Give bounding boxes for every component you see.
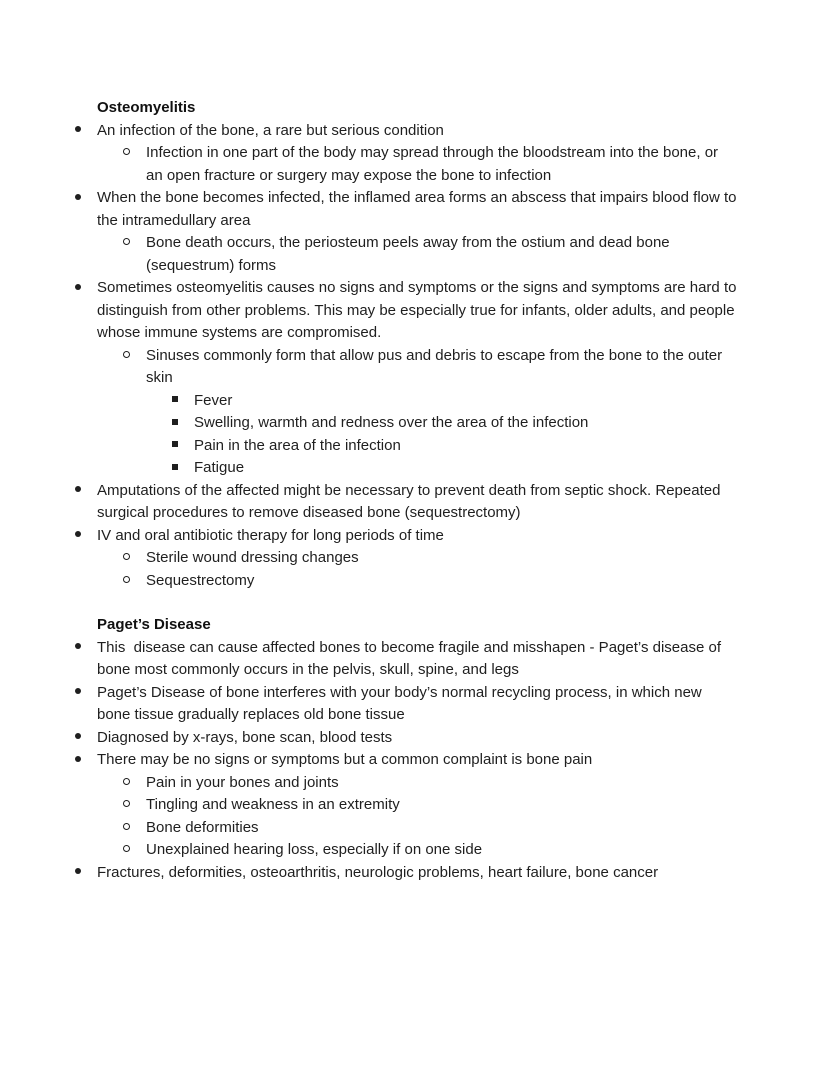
list-item-text: Fractures, deformities, osteoarthritis, neurologic problems, heart failure, bone cancer (97, 863, 659, 881)
sub-sub-item-text: Fatigue (194, 459, 245, 476)
sub-item-text: Bone deformities (146, 818, 259, 836)
disc-bullet-icon (68, 525, 88, 548)
sub-item-text: Pain in your bones and joints (146, 773, 339, 791)
circle-bullet-icon (116, 142, 136, 165)
list-item (48, 727, 737, 750)
list-item-text: Sometimes osteomyelitis causes no signs and symptoms or the signs and symptoms are hard to distinguish from other problems. This may be especially true for infants, older adults, and people whose immune systems are compromised. (97, 279, 737, 341)
list-item (48, 682, 737, 727)
list-item-text: Paget’s Disease of bone interferes with your body’s normal recycling process, in which new bone tissue gradually replaces old bone tissue (97, 683, 702, 723)
sub-list-item (48, 817, 737, 840)
list-item (48, 749, 737, 862)
list-item (48, 637, 737, 682)
circle-bullet-icon (116, 547, 136, 570)
square-bullet-icon (165, 412, 185, 435)
sub-list (48, 547, 737, 592)
sub-list-item (48, 547, 737, 570)
sub-sub-item-text: Fever (194, 391, 233, 409)
sub-item-text: Bone death occurs, the periosteum peels away from the ostium and dead bone (sequestrum) forms (146, 234, 670, 274)
sub-sub-item-text: Swelling, warmth and redness over the area of the infection (194, 414, 589, 431)
section-pagets-disease (97, 614, 737, 884)
list-item-text: This disease can cause affected bones to become fragile and misshapen - Paget’s disease of bone most commonly occurs in the pelvis, skull, spine, and legs (97, 638, 726, 678)
circle-bullet-icon (116, 232, 136, 255)
circle-bullet-icon (116, 794, 136, 817)
list-item-text: An infection of the bone, a rare but serious condition (97, 121, 444, 139)
disc-bullet-icon (68, 187, 88, 210)
list-item (48, 480, 737, 525)
sub-list-item (48, 232, 737, 277)
list-item (48, 120, 737, 188)
circle-bullet-icon (116, 570, 136, 593)
sub-sub-item-text: Pain in the area of the infection (194, 436, 401, 454)
sub-sub-list-item (48, 390, 737, 413)
circle-bullet-icon (116, 345, 136, 368)
circle-bullet-icon (116, 772, 136, 795)
sub-item-text: Sinuses commonly form that allow pus and debris to escape from the bone to the outer skin (146, 346, 723, 386)
sub-item-text: Sterile wound dressing changes (146, 549, 359, 566)
sub-list (48, 142, 737, 187)
square-bullet-icon (165, 435, 185, 458)
list-item (48, 525, 737, 593)
square-bullet-icon (165, 457, 185, 480)
section-heading: Paget’s Disease (97, 616, 211, 633)
disc-bullet-icon (68, 749, 88, 772)
sub-list-item (48, 772, 737, 795)
sub-item-text: Infection in one part of the body may spread through the bloodstream into the bone, or an open fracture or surgery may expose the bone to infection (146, 144, 719, 184)
sub-list (48, 772, 737, 862)
list-item-text: IV and oral antibiotic therapy for long periods of time (97, 526, 444, 544)
bullet-list (48, 120, 737, 593)
circle-bullet-icon (116, 817, 136, 840)
list-item-text: When the bone becomes infected, the inflamed area forms an abscess that impairs blood flow to the intramedullary area (97, 189, 737, 229)
square-bullet-icon (165, 390, 185, 413)
circle-bullet-icon (116, 839, 136, 862)
list-item (48, 187, 737, 277)
list-item-text: Amputations of the affected might be necessary to prevent death from septic shock. Repeated surgical procedures to remove diseased bone (sequestrectomy) (97, 481, 721, 521)
disc-bullet-icon (68, 682, 88, 705)
list-item-text: Diagnosed by x-rays, bone scan, blood tests (97, 728, 393, 746)
section-heading: Osteomyelitis (97, 99, 196, 116)
sub-sub-list (48, 390, 737, 480)
disc-bullet-icon (68, 480, 88, 503)
disc-bullet-icon (68, 637, 88, 660)
document-page (97, 97, 737, 884)
sub-item-text: Unexplained hearing loss, especially if on one side (146, 841, 483, 858)
sub-list-item (48, 570, 737, 593)
list-item (48, 277, 737, 480)
sub-sub-list-item (48, 435, 737, 458)
sub-list-item (48, 142, 737, 187)
bullet-list (48, 637, 737, 885)
sub-list-item (48, 794, 737, 817)
sub-list (48, 232, 737, 277)
sub-sub-list-item (48, 457, 737, 480)
sub-list-item (48, 345, 737, 480)
sub-item-text: Tingling and weakness in an extremity (146, 796, 400, 813)
sub-list-item (48, 839, 737, 862)
sub-list (48, 345, 737, 480)
sub-item-text: Sequestrectomy (146, 571, 255, 589)
disc-bullet-icon (68, 727, 88, 750)
disc-bullet-icon (68, 277, 88, 300)
disc-bullet-icon (68, 862, 88, 885)
sub-sub-list-item (48, 412, 737, 435)
list-item (48, 862, 737, 885)
disc-bullet-icon (68, 120, 88, 143)
section-osteomyelitis (97, 97, 737, 592)
list-item-text: There may be no signs or symptoms but a common complaint is bone pain (97, 751, 593, 768)
